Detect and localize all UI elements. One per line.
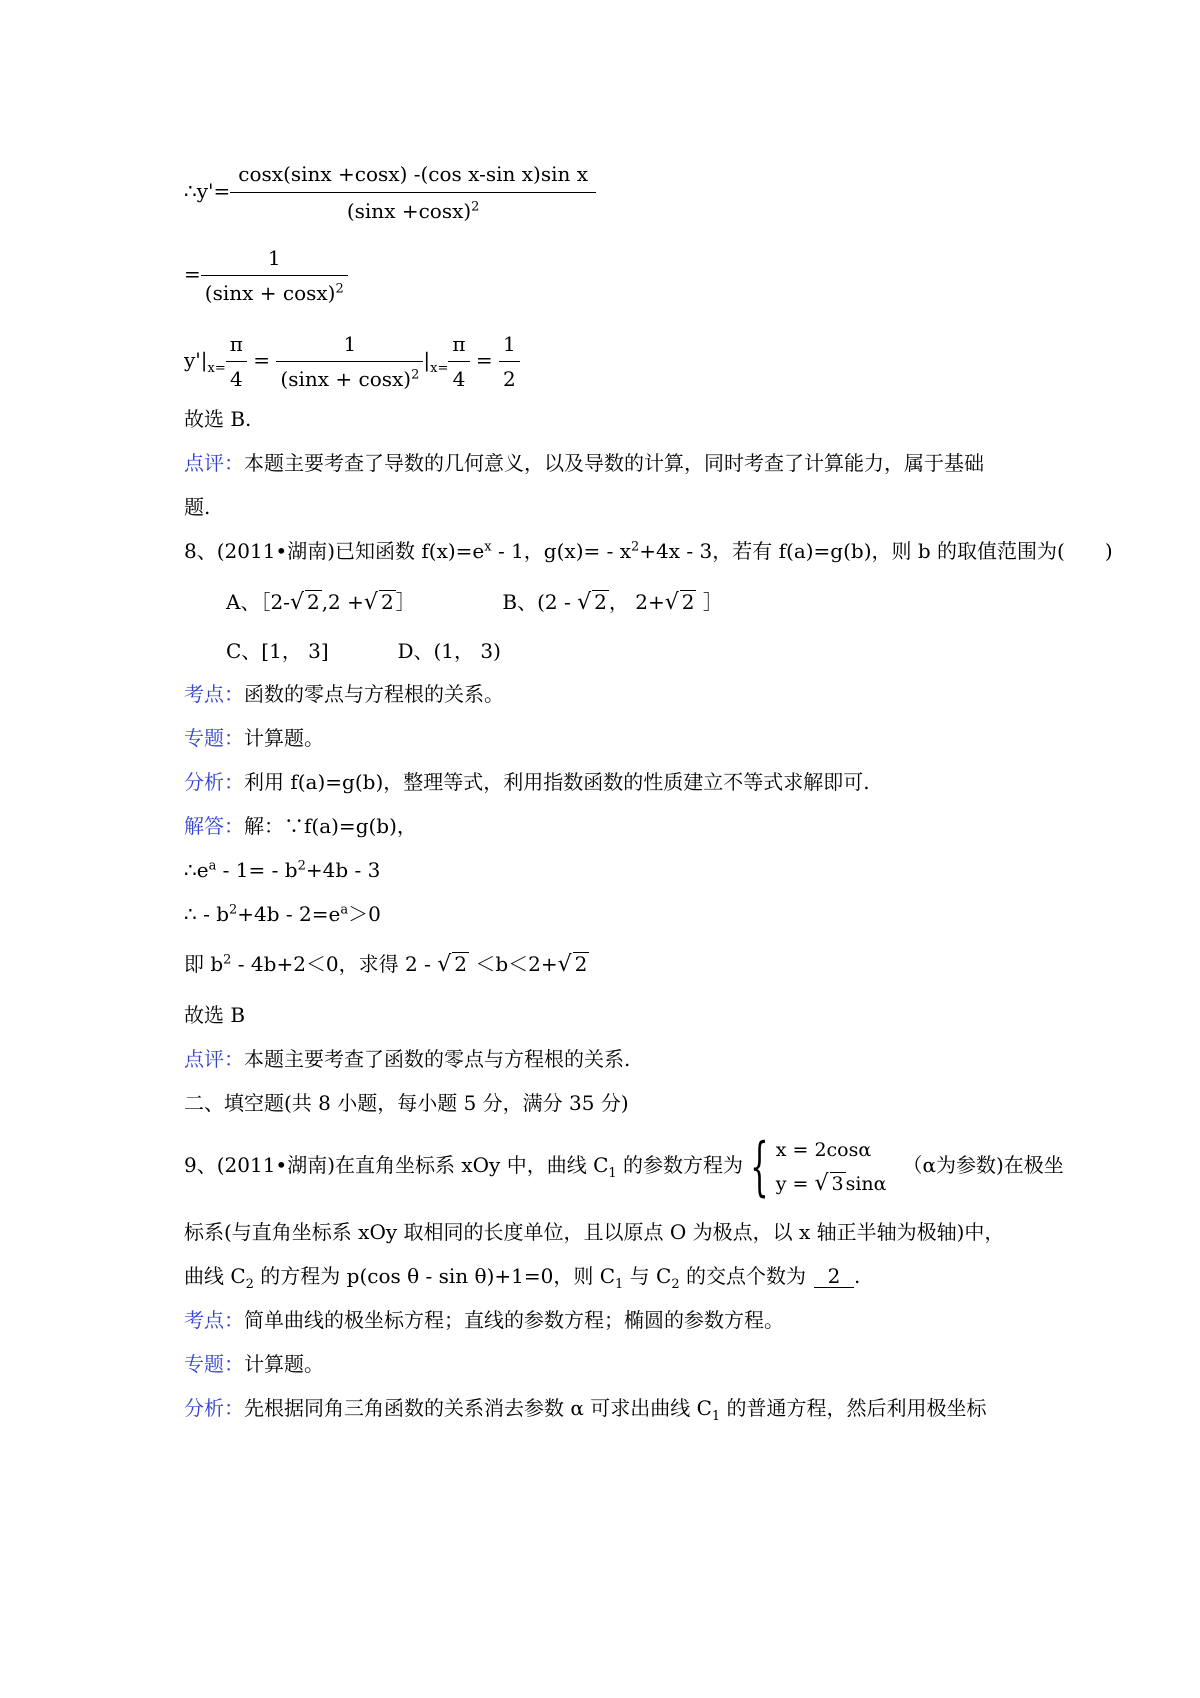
q9-zhuanti: 专题：计算题。 (184, 1352, 324, 1376)
denominator: $(\sin x + \cos x)^2$ (201, 275, 348, 307)
q8-zhuanti: 专题：计算题。 (184, 726, 324, 750)
eq-prefix: = (184, 262, 201, 286)
q8-stem: 8、(2011•湖南)已知函数 $f(x)=e^x - 1$，$g(x)= - x^2+4x - 3$，若有 f(a)=g(b)，则 b 的取值范围为( ) (184, 539, 1113, 563)
option-b[interactable]: B、(2 - √ 2 ， 2+√ 2 ］ (502, 590, 723, 615)
option-a[interactable]: A、［2-√ 2 ,2 +√ 2 ］ (226, 590, 416, 615)
q9-line2: 标系(与直角坐标系 xOy 取相同的长度单位，且以原点 O 为极点，以 x 轴正半轴为极轴)中， (184, 1220, 1005, 1244)
q8-step1: $\therefore e^a - 1= - b^2+4b - 3$ (184, 858, 381, 882)
q8-answer: 故选 B (184, 1003, 246, 1027)
review-label: 点评： (184, 451, 244, 475)
q9-line3: 曲线 $C_2$ 的方程为 p(cos θ - sin θ)+1=0，则 $C_1$ 与 $C_2$ 的交点个数为 2 . (184, 1264, 861, 1292)
answer-blank[interactable]: 2 (814, 1265, 854, 1288)
simplified-equation (184, 244, 348, 307)
q9-stem: 9、(2011•湖南)在直角坐标系 xOy 中，曲线 $C_1$ 的参数方程为 { x = 2cosα y = √ 3 sinα （α为参数)在极坐 (184, 1129, 1064, 1204)
q8-step3: 即 $b^2 - 4b+2<0$，求得 2 - √ 2 ＜b＜2+√ 2 (184, 952, 588, 977)
option-d[interactable]: D、(1， 3) (397, 639, 501, 663)
brace-icon: { (750, 1129, 769, 1204)
q7-answer: 故选 B. (184, 407, 252, 431)
q8-options-cd (226, 637, 501, 665)
option-c[interactable]: C、[1， 3] (226, 639, 329, 663)
numerator: cosx(sinx +cosx) -(cos x-sin x)sin x (238, 162, 589, 186)
denominator: $(\sin x +\cos x)^2$ (230, 192, 596, 225)
fraction (230, 160, 596, 225)
q9-kaodian: 考点：简单曲线的极坐标方程；直线的参数方程；椭圆的参数方程。 (184, 1308, 784, 1332)
evaluated-equation: $y'|_{x=}$ $\frac{\pi}{4}$ = $\frac{1}{(\sin x + \cos x)^2}$ $|_{x=}$ $\frac{\pi}{4}$ = $\frac{1}{2}$ (184, 330, 520, 393)
q8-fenxi: 分析：利用 f(a)=g(b)，整理等式，利用指数函数的性质建立不等式求解即可. (184, 770, 870, 794)
numerator: 1 (267, 246, 281, 270)
q8-options-ab (226, 588, 723, 617)
derivative-equation (184, 160, 596, 225)
q7-review-cont: 题. (184, 495, 211, 519)
q8-step2: ∴ - $b^2+4b - 2=e^a>0$ (184, 902, 381, 926)
eq-prefix: ∴y'= (184, 179, 231, 203)
q9-fenxi: 分析：先根据同角三角函数的关系消去参数 α 可求出曲线 $C_1$ 的普通方程，然后利用极坐标 (184, 1396, 987, 1424)
fraction (201, 244, 348, 307)
q8-jieda: 解答：解：∵f(a)=g(b)， (184, 814, 417, 838)
q8-review: 点评：本题主要考查了函数的零点与方程根的关系. (184, 1047, 631, 1071)
q8-kaodian: 考点：函数的零点与方程根的关系。 (184, 682, 504, 706)
parametric-system: x = 2cosα y = √ 3 sinα (775, 1138, 887, 1196)
section-title: 二、填空题(共 8 小题，每小题 5 分，满分 35 分) (184, 1091, 629, 1115)
q7-review: 点评：本题主要考查了导数的几何意义，以及导数的计算，同时考查了计算能力，属于基础 (184, 451, 984, 475)
